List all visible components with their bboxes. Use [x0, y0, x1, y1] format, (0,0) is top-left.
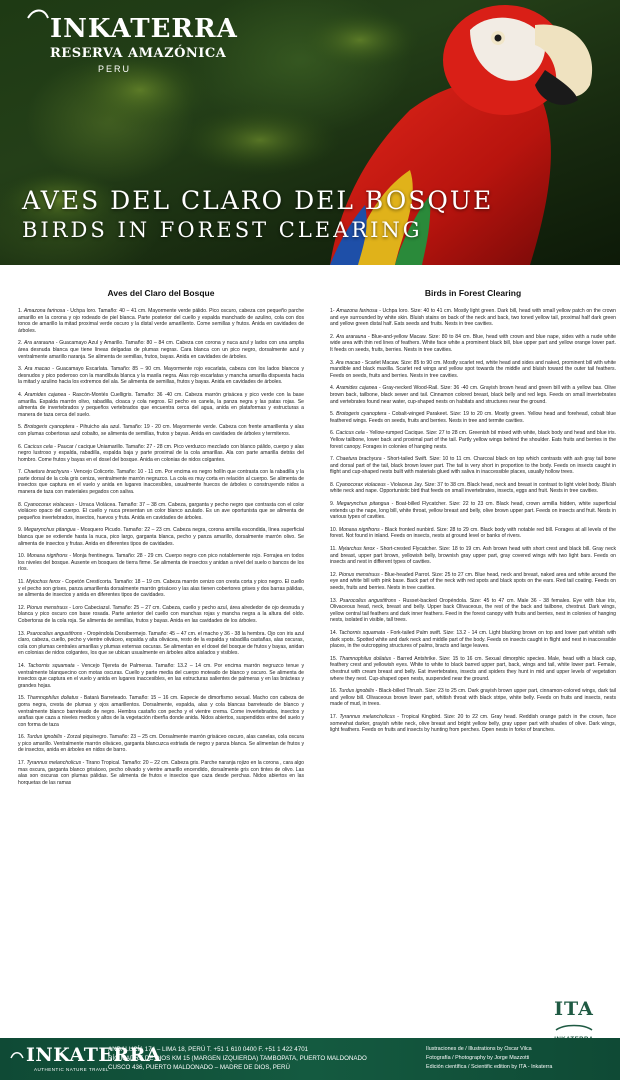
species-name: Amazona farinosa	[23, 308, 66, 314]
species-description: - Short-crested Flycatcher. Size: 18 to 19 cm. Ash brown head with short crest and black bill. Gray neck and breast, upper part brown, yellowish belly, brownish gray upper part, gray covered wings with two light bars. Feeds on insects and nest in different types of cavities.	[330, 546, 617, 566]
species-description: - Zorzal piquinegro. Tamaño: 23 – 25 cm. Dorsalmente marrón grisáceo oscuro, alas canelas, cola oscura y pico amarillo. Ventralmente marrón oliváceo, garganta blancuzca estriada de negro y panza blanca. Se alimentan de frutos y de insectos, anida en árboles en nidos de barro.	[18, 734, 305, 754]
species-description: - Paucar / cacique Uniamarillo. Tamaño: 27 - 28 cm. Pico verduzco mezclado con blanco pálido, cuerpo y alas negro lustroso y espalda, rabadilla, espalda baja y parte proximal de la cola amarillas. Ala con parte amarilla detrás del hombro. Come frutos y bayas en el dosel del bosque. Anida en colonias de nidos colgantes.	[18, 443, 304, 463]
species-name: Brotogeris cyanoptera	[336, 411, 387, 418]
species-description: - Uchpa loro. Size: 40 to 41 cm. Mostly light green. Dark bill, head with small yellow patch on the crown and eye surrounded by white skin. Bluish stains on back of the neck and back, two toned yellow tail, proximal half dark green and yellow green distal half. Eats seeds and fruits. Nests in tree cavities.	[330, 308, 617, 328]
species-description: - Tropical Kingbird. Size: 20 to 22 cm. Gray head. Reddish orange patch in the crown, face somewhat darker, grayish white neck, olive breast and bright yellow belly, gray upper part with shades of olive. Dark wings, light feathers. Feeds on fruits and insects by hunting from perches. Open nests in forks of branches.	[330, 713, 617, 734]
species-entry	[330, 308, 616, 328]
footer-tagline: AUTHENTIC NATURE TRAVEL	[34, 1067, 110, 1072]
species-description: - Tirano Tropical. Tamaño: 20 – 22 cm. Cabeza gris. Parche naranja rojizo en la corona , cara algo mas oscura, garganta blanco grisáceo, pecho olivado y vientre amarillo encendido, dorsalmente gris con tintes de olivo. Las alas son oscuras con plumas pálidas. Se alimenta de frutos e insectos que caza desde perchas. Nidos abiertos en las horquetas de las ramas	[18, 760, 305, 786]
species-entry	[18, 340, 304, 360]
species-name: Megarynchus pitangua	[23, 527, 76, 534]
species-name: Ara macao	[335, 359, 361, 366]
footer-brand: INKATERRA	[26, 1044, 162, 1066]
entry-number: 9.	[18, 527, 23, 534]
entry-number: 1.	[18, 308, 23, 314]
species-description: - Barred Antshrike. Size: 15 to 16 cm. Sexual dimorphic species. Male, head with a black cap, feathery crest and yellowish eyes. White to white to black barred upper part, back, wings and tail, white lower part. Female, chestnut with cream breast and belly. Eat invertebrates, insects and spiders they hunt in mid and upper levels of vegetation where they nest. Cup-shaped open nests, suspended near the ground.	[330, 655, 617, 682]
species-name: Brotogeris cyanoptera	[24, 424, 75, 431]
species-entry	[330, 572, 616, 592]
entry-number: 3.	[18, 366, 23, 373]
entry-number: 6.	[18, 443, 23, 450]
species-entry	[18, 366, 304, 386]
species-name: Megarynchus pitangua	[336, 501, 390, 508]
ita-acronym: ITA	[554, 998, 594, 1020]
species-name: Myiochus ferox	[26, 579, 61, 585]
entry-number: 13.	[330, 597, 338, 604]
species-name: Chaetura brachyura	[23, 469, 69, 476]
english-entry-list	[330, 308, 616, 734]
species-description: - Fork-tailed Palm swift. Size: 13.2 - 14 cm. Light blacking brown on top and lower part whitish with dark spots. Spotted white and dark neck and middle part of the body. Feeds on insects caught in flight and nest in inaccessible places, in the outcropping structures of palms, bracts and large leaves.	[330, 629, 617, 650]
inkaterra-logo	[20, 8, 240, 74]
species-name: Cacicus cela	[23, 443, 53, 450]
entry-number: 11.	[330, 546, 337, 553]
english-column	[330, 288, 616, 740]
species-name: Myiarchus ferox	[338, 546, 375, 553]
footer-address	[108, 1045, 367, 1072]
entry-number: 12.	[330, 571, 338, 578]
species-name: Tyrannus melancholicus	[339, 713, 395, 720]
spanish-heading: Aves del Claro del Bosque	[107, 288, 215, 298]
species-description: - Mosquero Picudo. Tamaño: 22 – 23 cm. Cabeza negra, corona armilla escondida, línea superficial blanca que se extiende hasta la nuca, pico largo, garganta blanca, pecho y panza amarillo, dorsalmente marrón olivo. Se alimenta de insectos y frutas. Anida en diferentes tipos de cavidades.	[18, 527, 304, 547]
footer-logo-icon	[10, 1050, 24, 1060]
entry-number: 7.	[330, 456, 335, 463]
species-name: Thamnophilus doliatus	[339, 655, 392, 662]
entry-number: 11.	[18, 579, 25, 585]
species-description: - Vencejo Tijereta de Palmeras. Tamaño: 13.2 – 14 cm. Por encima marrón negruzco tenue y ventralmente blanquecino con motas oscuras. Cuello y parte media del cuerpo moteado de blanco y oscuro. Se alimenta de insectos que captura en el vuelo y anida en lugares inaccesibles, en las estructuras salientes de palmeras y en las brácteas y grandes hojas.	[18, 662, 305, 689]
footer-bar	[0, 1038, 620, 1080]
species-entry	[330, 360, 616, 380]
entry-number: 14.	[330, 629, 338, 636]
species-entry	[18, 553, 304, 573]
species-name: Psarocolius angustifrons	[26, 630, 83, 637]
footer-credits	[426, 1045, 552, 1071]
credit-line: Fotografía / Photography by Jorge Mazzotti	[426, 1054, 530, 1061]
entry-number: 8.	[330, 481, 335, 488]
species-description: - Blue-and-yellow Macaw. Size: 80 to 84 cm. Blue, head with crown and blue nape, sides with a nude white wide area with thin red lines of feathers. White face white a prominent black bill, blue upper part and yellow orange lower part. It feeds on seeds, fruits, berries. Nests in tree cavities.	[330, 333, 617, 353]
credit-line: Edición científica / Scientific edition by ITA - Inkaterra	[426, 1063, 553, 1070]
entry-number: 4.	[330, 385, 335, 392]
spanish-entry-list	[18, 308, 304, 786]
species-name: Aramides cajanea	[336, 385, 378, 392]
species-name: Ara ararauna	[24, 340, 55, 347]
species-entry	[330, 527, 616, 540]
species-entry	[18, 469, 304, 495]
species-entry	[18, 424, 304, 437]
species-name: Cacicus cela	[335, 430, 365, 437]
species-description: - Guacamayo Escarlata. Tamaño: 85 – 90 cm. Mayormente rojo escarlata, cabeza con los lados blancos y desnudos y pico poderoso con la mandíbula blanca y la maxila negra. Alas rojo escarlatas y mancha amarilla dispuesta hacia la mitad y azulino hacia los extremos del ala. Se alimenta de semillas, frutos y bayas. Anida en cavidades de árboles.	[18, 366, 304, 386]
entry-number: 12.	[18, 604, 26, 611]
species-description: - Copetón Crestícorta. Tamaño: 18 – 19 cm. Cabeza marrón cenizo con cresta corta y pico negro. El cuello y el pecho son grises, panza amarillenta dorsalmente marrón grisáceo y las alas tienen cobertores grises y dos barras pálidas, se alimenta de insectos y anida en diferentes tipos de cavidades.	[18, 579, 305, 599]
species-description: - Blue-headed Parrot. Size: 25 to 27 cm. Blue head, neck and breast, naked area and white around the eye and white bill with pink base. Back part of the neck with red spots and black spots on the ears. Red tail coating. Feeds on seeds, fruits and berries. Nests in tree cavities.	[330, 571, 616, 591]
spanish-column	[18, 288, 304, 792]
species-entry	[18, 308, 304, 334]
entry-number: 16.	[330, 688, 338, 695]
species-description: - Black fronted nunbird. Size: 28 to 29 cm. Black body with notable red bill. Forages at all levels of the forest. Not found in inland. Feeds on insects, nests at ground level or banks of rivers.	[330, 526, 616, 540]
species-name: Ara ararauna	[336, 333, 367, 340]
entry-number: 13.	[18, 630, 26, 637]
species-entry	[18, 605, 304, 625]
species-name: Turdus ignobilis	[26, 734, 63, 741]
logo-country: PERU	[98, 64, 132, 74]
species-description: - Russet-backed Oropéndola. Size: 45 to 47 cm. Male 36 - 38 females. Eye with blue iris, Olivaceous head, neck, breast and belly. Upper back Olivaceous, the rest of the back and tailbone, chestnut. Dark wings, yellow central tail feathers and dark inner feathers. Feed in the forest canopy with fruits and berries, nest in colonies of hanging nests, isolated in visible, tall trees.	[330, 597, 617, 624]
entry-number: 4.	[18, 391, 23, 398]
species-entry	[18, 444, 304, 464]
entry-number: 6.	[330, 430, 335, 437]
hero-banner	[0, 0, 620, 265]
species-name: Chaetura brachyura	[336, 456, 382, 463]
species-entry	[18, 734, 304, 754]
species-name: Monasa nigrifrons	[338, 526, 380, 533]
species-description: - Oropéndola Dorsibermejo. Tamaño: 45 – 47 cm. el macho y 36 - 38 la hembra. Ojo con iris azul claro, cabeza, cuello, pecho y vientre oliváceo, espalda y alta olivácea, resto de la espalda y rabadilla castañas, alas oscuras, cola con plumas centrales amarillas y plumas externas oscuras. Se alimentan en el dosel del bosque de frutos y bayas, anidan en colonias de nidos colgantes, los que se ubican usualmente en árboles altos aislados y visibles.	[18, 630, 304, 657]
species-entry	[330, 430, 616, 450]
species-entry	[330, 546, 616, 566]
species-name: Tyrannus melancholicus	[26, 760, 82, 767]
species-description: - Black-billed Thrush. Size: 23 to 25 cm. Dark grayish brown upper part, cinnamon-colored wings, dark tail and yellow bill. Olivaceous brown lower part, whitish throat with black stripe, white belly. Feeds on fruits and insects, nests made of mud, in trees.	[330, 688, 616, 708]
species-entry	[330, 714, 616, 734]
species-entry	[330, 334, 616, 354]
species-entry	[18, 663, 304, 689]
entry-number: 8.	[18, 501, 23, 508]
species-entry	[330, 482, 616, 495]
species-entry	[18, 631, 304, 657]
species-entry	[18, 392, 304, 418]
species-name: Aramides cajanea	[24, 391, 67, 398]
entry-number: 16.	[18, 734, 26, 741]
entry-number: 10.	[18, 553, 26, 560]
species-description: - Yellow-rumped Cacique. Size: 27 to 28 cm. Greenish bil mixed with white, black body and head and blue iris. Yellow tailbone, lower back and proximal part of the tail. Partly yellow wings behind the shoulder. Eats fruits and berries in the forest canopy. Forages in colonies of hanging nests.	[330, 430, 616, 450]
entry-number: 15.	[18, 695, 26, 702]
species-entry	[18, 502, 304, 522]
species-entry	[18, 527, 304, 547]
species-name: Ara macao	[24, 366, 50, 373]
address-line: ANDALUCÍA 174 – LIMA 18, PERÚ T. +51 1 610 0400 F. +51 1 422 4701	[108, 1046, 309, 1053]
address-line: RÍO MADRE DE DIOS KM 15 (MARGEN IZQUIERDA) TAMBOPATA, PUERTO MALDONADO	[108, 1055, 367, 1062]
species-description: - Cobalt-winged Parakeet. Size: 19 to 20 cm. Mostly green. Yellow head and forehead, cobalt blue feathered wings. Feeds on seeds, fruits and berries. Nests in tree and termite cavities.	[330, 411, 616, 424]
species-name: Monasa nigrifrons	[26, 553, 68, 560]
species-description: - Rascón-Montés Cuelligris. Tamaño: 36 -40 cm. Cabeza marrón grisácea y pico verde con la base amarilla. Espalda marrón olivo, rabadilla, cloaca y cola negros. El pecho es canela, la panza negra y las patas rojas. Se alimenta de invertebrados y pequeños vertebrados que encuentra cerca del agua, anida en plataformas y estructuras a manera de taza cerca del suelo.	[18, 391, 305, 418]
entry-number: 1-	[330, 308, 335, 314]
english-heading: Birds in Forest Clearing	[424, 288, 522, 298]
species-description: - Guacamayo Azul y Amarillo. Tamaño: 80 – 84 cm. Cabeza con corona y nuca azul y lados con una amplia área desnuda blanca que tiene líneas delgadas de plumas negras. Cara blanca con un pico negro, dorsalmente azul y ventralmente amarillo naranja. Se alimenta de semillas, frutos, bayas. Anida en cavidades de árboles.	[18, 340, 304, 360]
species-description: - Pihuicho ala azul. Tamaño: 19 - 20 cm. Mayormente verde. Cabeza con frente amarillenta y alas con plumas cobertoras azul cobalto, se alimenta de semillas, frutos y bayas. Anida en cavidades de árboles y termiteros.	[18, 424, 304, 437]
species-name: Cyanocorax violaceus	[23, 501, 74, 508]
species-name: Tachornis squamata	[338, 629, 386, 636]
species-name: Amazona farinosa	[336, 308, 378, 314]
entry-number: 10.	[330, 526, 338, 533]
hero-title-spanish: AVES DEL CLARO DEL BOSQUE	[22, 186, 494, 215]
species-entry	[330, 688, 616, 708]
species-description: - Monja frentinegra. Tamaño: 28 - 29 cm. Cuerpo negro con pico notablemente rojo. Forrajea en todos los niveles del bosque. Ausente en bosques de tierra firme. Se alimenta de insectos y anidan a nivel del suelo o bancos de los ríos.	[18, 553, 304, 573]
entry-number: 15.	[330, 655, 338, 662]
entry-number: 2.	[330, 333, 335, 340]
species-description: - Urraca Violácea. Tamaño: 37 – 38 cm. Cabeza, garganta y pecho negro que contrasta con el color violáceo opaco del cuerpo. El cuello y nuca presentan un color blanco azulado. Es un ave oportunista que se alimenta de pequeños invertebrados, insectos, huevos y fruta. Anida en cavidades de árboles.	[18, 501, 304, 521]
entry-number: 14.	[18, 662, 26, 669]
species-description: - Gray-necked Wood-Rail. Size: 36 -40 cm. Grayish brown head and green bill with a yellow bas. Olive brown back, tailbone, black sewer and tail. Cinnamon colored breast, black belly and red legs. Feeds on small invertebrates and vertebrates found near water, cup-shaped nests on habitats and structures near the ground.	[330, 385, 616, 405]
ita-leaf-icon	[554, 1024, 594, 1032]
species-entry	[330, 501, 616, 521]
entry-number: 3.	[330, 359, 335, 366]
entry-number: 2.	[18, 340, 23, 347]
species-description: - Uchpa loro. Tamaño: 40 – 41 cm. Mayormente verde pálido. Pico oscuro, cabeza con pequeño parche amarillo en la corona y ojo rodeado de piel blanca. Parte posterior del cuello y espalda manchado de azulino, cola con dos tonos de amarillo la mitad proximal verde oscuro y la distal verde amarillento. Come semillas y frutos. Anida en cavidades de árboles.	[18, 308, 305, 334]
species-entry	[330, 656, 616, 682]
species-entry	[18, 579, 304, 599]
entry-number: 5.	[330, 411, 335, 418]
species-name: Pionus menstruus	[26, 604, 68, 611]
credit-line: Ilustraciones de / Illustrations by Oscar Vilca	[426, 1046, 532, 1052]
species-name: Cyanocorax violaceus	[335, 481, 386, 488]
address-line: CUSCO 436, PUERTO MALDONADO – MADRE DE DIOS, PERÚ	[108, 1064, 290, 1071]
species-description: - Violaceus Jay. Size: 37 to 38 cm. Black head, neck and breast in contrast to light violet body. Bluish white neck and nape. Opportunistic bird that feeds on small invertebrates, insects, eggs and fruit. Nests in tree cavities.	[330, 481, 616, 495]
species-name: Psarocolius angustifrons	[339, 597, 397, 604]
species-entry	[330, 598, 616, 624]
entry-number: 17.	[18, 760, 26, 767]
species-entry	[330, 411, 616, 424]
entry-number: 7.	[18, 469, 23, 476]
species-name: Thamnophilus doliatus	[26, 695, 79, 702]
logo-subtitle: RESERVA AMAZÓNICA	[50, 46, 227, 61]
species-description: - Loro Cabeciazul. Tamaño: 25 – 27 cm. Cabeza, cuello y pecho azul, área alrededor de ojo desnuda y blanca y pico oscuro con base rosada. Parte anterior del cuello con manchas rojas y mancha negra a la altura del oído. Cobertoras de la cola roja. Se alimenta de semillas, frutos y bayas. Anida en las cavidades de los árboles.	[18, 604, 305, 624]
species-entry	[330, 630, 616, 650]
species-entry	[18, 760, 304, 786]
species-description: - Short-tailed Swift. Size: 10 to 11 cm. Charcoal black on top which contrasts with ash gray tail bone and dorsal part of the tail, black brown lower part. The tail is very short in proportion to the body. Feeds on insects caught in flight and cup-shaped nests built with materials glued with saliva in inaccessible places, usually hollow trees.	[330, 456, 616, 476]
species-entry	[330, 385, 616, 405]
species-description: - Scarlet Macaw. Size: 85 to 90 cm. Mostly scarlet red, white head and sides and naked, prominent bill with white mandible and black maxilla. Scarlet red wings and yellow spot towards the middle and bluish toward the outer tail feathers. Feeds on seeds, fruits and berries. Nests in tree cavities.	[330, 359, 617, 379]
species-name: Pionus menstruus	[338, 571, 380, 578]
species-description: - Batará Barreteado. Tamaño: 15 – 16 cm. Especie de dimorfismo sexual. Macho con cabeza de gorra negra, cresta de plumas y ojos amarillentos. Dorsalmente, espalda, alas y cola blancas barreteado de blanco y ventralmente blanco barreteado de negro. Hembra castaño con pecho y el vientre crema. Come invertebrados, insectos y arañas que caza a niveles medios y altos de la vegetación riberña donde anida. Nidos abiertos, suspendidos entre del suelo y con forma de taza	[18, 695, 305, 728]
entry-number: 17.	[330, 713, 338, 720]
logo-brand-name: INKATERRA	[50, 14, 238, 44]
entry-number: 9.	[330, 501, 335, 508]
entry-number: 5.	[18, 424, 23, 431]
species-entry	[330, 456, 616, 476]
species-entry	[18, 695, 304, 728]
species-name: Turdus ignobilis	[338, 688, 375, 695]
species-name: Tachornis squamata	[27, 662, 75, 669]
hero-title-english: BIRDS IN FOREST CLEARING	[22, 218, 423, 242]
species-description: - Boat-billed Flycatcher. Size: 22 to 23 cm. Black head, crown armilla hidden, white superficial extends up the nape, long bill, white throat, yellow breast and belly, olive brown upper part. Feeds on insects and fruit. Nests in various types of cavities.	[330, 501, 617, 521]
species-description: - Vencejo Colicorto. Tamaño: 10 - 11 cm. Por encima es negro hollín que contrasta con la rabadilla y la parte dorsal de la cola gris ceniza, ventralmente marrón negruzco. La cola es muy corta en relación al cuerpo. Se alimenta de insectos que captura en el vuelo y anida en lugares inaccesibles, usualmente huecos de árboles o construyendo nidos a manera de taza con materiales pegados con saliva.	[18, 469, 305, 496]
